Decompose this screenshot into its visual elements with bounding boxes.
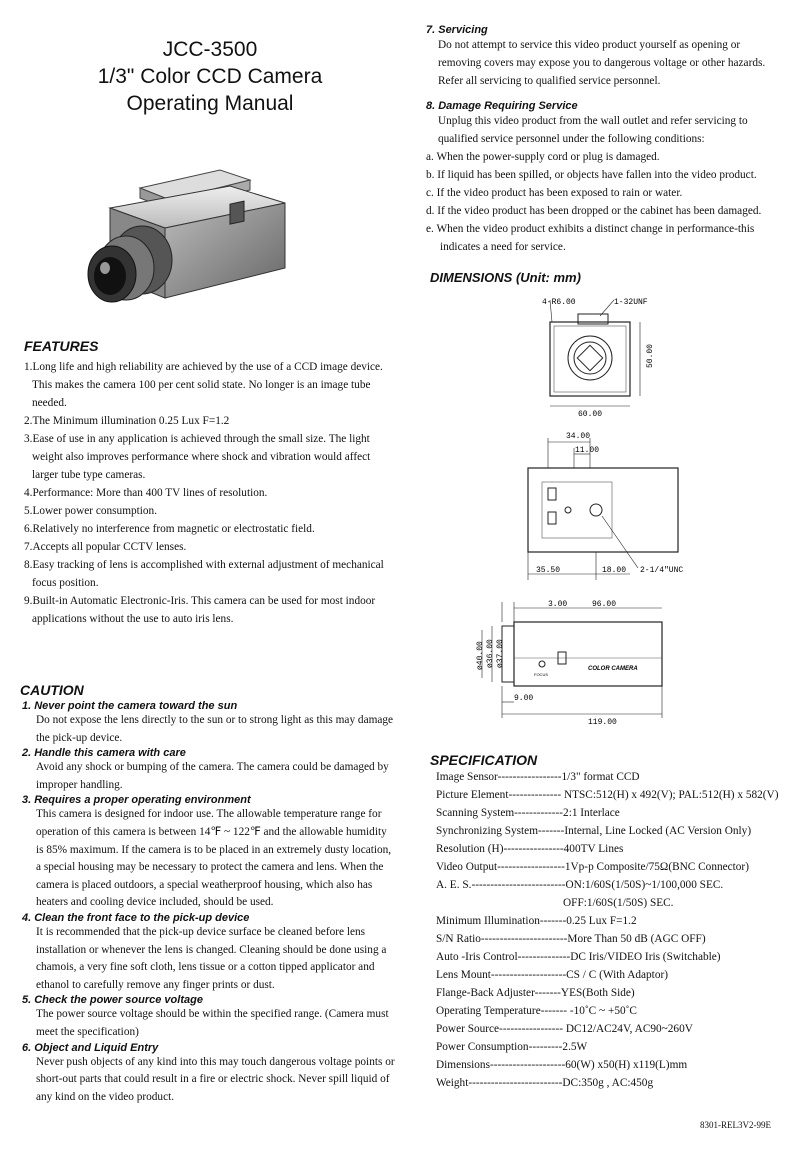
dim-f: 9.00 <box>514 694 534 703</box>
spec-row: Scanning System-------------2:1 Interlace <box>436 807 620 819</box>
model-number: JCC-3500 <box>162 38 258 61</box>
document-title <box>90 36 330 117</box>
spec-row: OFF:1/60S(1/50S) SEC. <box>563 897 674 909</box>
spec-row: Weight-------------------------DC:350g , AC:450g <box>436 1077 654 1089</box>
spec-row: Auto -Iris Control--------------DC Iris/VIDEO Iris (Switchable) <box>436 951 721 963</box>
caution-title: 5. Check the power source voltage <box>22 994 203 1007</box>
dim-d: ø36.00 <box>486 639 495 668</box>
caution-text: Do not expose the lens directly to the sun or to strong light as this may damage the pick-up device. <box>36 714 394 744</box>
dim-b: 11.00 <box>575 446 600 455</box>
front-view-drawing <box>530 296 680 416</box>
spec-row: Flange-Back Adjuster-------YES(Both Side) <box>436 987 635 999</box>
features-heading: FEATURES <box>24 338 99 354</box>
list-item: a. When the power-supply cord or plug is damaged. <box>426 151 660 163</box>
bottom-view-drawing <box>518 428 718 588</box>
caution-text: This camera is designed for indoor use. The allowable temperature range for operation of this camera is between 14℉ ~ 122℉ and the allowable humidity is 85% maximum. If the camera is to be placed in an extremely dusty location, a special housing may be necessary to protect the camera and lens. When the camera is placed outdoors, a special weatherproof housing, which also has heaters and cooling device included, should be used. <box>36 808 392 909</box>
spec-row: Picture Element-------------- NTSC:512(H) x 492(V); PAL:512(H) x 582(V) <box>436 789 779 801</box>
caution-heading: CAUTION <box>20 682 84 698</box>
manual-type: Operating Manual <box>126 92 294 115</box>
dim-a: 3.00 <box>548 600 568 609</box>
caution-text: Avoid any shock or bumping of the camera. The camera could be damaged by improper handling. <box>36 761 389 791</box>
spec-row: Resolution (H)----------------400TV Lines <box>436 843 624 855</box>
dimensions-heading: DIMENSIONS (Unit: mm) <box>430 270 581 285</box>
list-item: c. If the video product has been exposed to rain or water. <box>426 187 683 199</box>
caution-title: 1. Never point the camera toward the sun <box>22 700 238 712</box>
dim-g: 119.00 <box>588 718 617 727</box>
list-item: 2.The Minimum illumination 0.25 Lux F=1.2 <box>24 415 230 427</box>
spec-row: Lens Mount--------------------CS / C (With Adaptor) <box>436 969 668 981</box>
caution-text: Never push objects of any kind into this may touch dangerous voltage points or short-out parts that could result in a fire or electric shock. Never spill liquid of any kind on the video product. <box>36 1055 395 1103</box>
list-item: 8.Easy tracking of lens is accomplished with external adjustment of mechanical focus position. <box>24 559 384 589</box>
spec-row: S/N Ratio-----------------------More Than 50 dB (AGC OFF) <box>436 933 706 945</box>
spec-row: Dimensions--------------------60(W) x50(H) x119(L)mm <box>436 1059 688 1071</box>
caution-text: It is recommended that the pick-up device surface be cleaned before lens installation or whenever the lens is changed. Cleaning should be done using a chamois, a very fine soft cloth, lens tissue or a cotton tipped applicator and ethanol to carefully remove any finger prints or dust. <box>36 925 387 991</box>
dim-d: 18.00 <box>602 566 627 575</box>
dim-b: 96.00 <box>592 600 617 609</box>
list-item: 7.Accepts all popular CCTV lenses. <box>24 541 187 553</box>
servicing-section <box>426 24 778 90</box>
dim-screw: 2-1/4"UNC <box>640 566 684 575</box>
dim-height: 50.00 <box>646 343 655 369</box>
damage-intro: Unplug this video product from the wall outlet and refer servicing to qualified service personnel under the following conditions: <box>438 115 748 145</box>
side-view-drawing <box>472 598 682 728</box>
caution-title: 4. Clean the front face to the pick-up device <box>22 911 250 924</box>
document-code: 8301-REL3V2-99E <box>700 1120 771 1130</box>
product-name: 1/3" Color CCD Camera <box>97 65 323 88</box>
list-item: 4.Performance: More than 400 TV lines of resolution. <box>24 487 268 499</box>
spec-row: Video Output------------------1Vp-p Composite/75Ω(BNC Connector) <box>436 861 749 873</box>
list-item: e. When the video product exhibits a distinct change in performance-this indicates a need for service. <box>426 223 755 253</box>
spec-row: Minimum Illumination-------0.25 Lux F=1.2 <box>436 915 637 927</box>
caution-text: The power source voltage should be within the specified range. (Camera must meet the specification) <box>36 1008 389 1038</box>
camera-label: COLOR CAMERA <box>588 666 638 672</box>
list-item: 6.Relatively no interference from magnetic or electrostatic field. <box>24 523 315 535</box>
list-item: 1.Long life and high reliability are achieved by the use of a CCD image device. This makes the camera 100 per cent solid state. No longer is an image tube needed. <box>24 361 383 409</box>
list-item: 9.Built-in Automatic Electronic-Iris. This camera can be used for most indoor applications without the use to auto iris lens. <box>24 595 376 625</box>
focus-label: FOCUS <box>534 672 548 677</box>
spec-row: Image Sensor-----------------1/3" format CCD <box>436 771 640 783</box>
caution-title: 6. Object and Liquid Entry <box>22 1041 159 1054</box>
damage-section <box>426 100 778 256</box>
list-item: b. If liquid has been spilled, or objects have fallen into the video product. <box>426 169 757 181</box>
caution-list <box>22 700 397 1106</box>
spec-row: Power Source----------------- DC12/AC24V, AC90~260V <box>436 1023 693 1035</box>
dim-a: 34.00 <box>566 432 591 441</box>
list-item: 5.Lower power consumption. <box>24 505 158 517</box>
dim-c: 35.50 <box>536 566 561 575</box>
spec-row: A. E. S.-------------------------ON:1/60S(1/50S)~1/100,000 SEC. <box>436 879 724 891</box>
spec-row: Synchronizing System-------Internal, Line Locked (AC Version Only) <box>436 825 752 837</box>
list-item: 3.Ease of use in any application is achieved through the small size. The light weight also improves performance where shock and vibration would affect larger tube type cameras. <box>24 433 371 481</box>
list-item: d. If the video product has been dropped or the cabinet has been damaged. <box>426 205 762 217</box>
caution-title: 2. Handle this camera with care <box>22 747 186 760</box>
dim-c: ø40.00 <box>476 641 485 670</box>
dim-e: ø37.00 <box>496 639 505 668</box>
spec-row: Power Consumption---------2.5W <box>436 1041 588 1053</box>
caution-title: 3. Requires a proper operating environment <box>22 794 251 807</box>
specification-heading: SPECIFICATION <box>430 752 538 768</box>
camera-illustration <box>80 148 310 318</box>
dim-corner: 4-R6.00 <box>542 298 576 307</box>
dim-width: 60.00 <box>577 410 603 416</box>
specification-table <box>436 768 796 1092</box>
servicing-title: 7. Servicing <box>426 24 488 36</box>
damage-title: 8. Damage Requiring Service <box>426 100 578 112</box>
features-list <box>24 358 394 628</box>
damage-list <box>426 148 778 256</box>
dim-mount: 1-32UNF <box>614 298 648 307</box>
servicing-text: Do not attempt to service this video product yourself as opening or removing covers may expose you to dangerous voltage or other hazards. Refer all servicing to qualified service personnel. <box>438 39 766 87</box>
spec-row: Operating Temperature------- -10˚C ~ +50˚C <box>436 1005 637 1017</box>
